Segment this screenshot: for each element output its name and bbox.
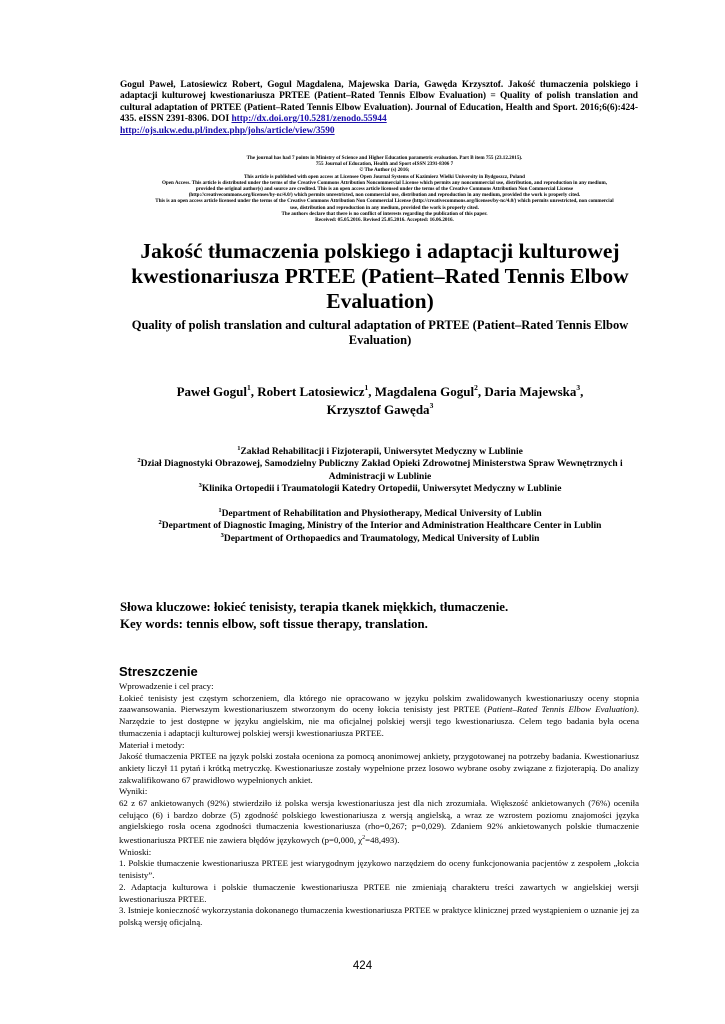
author-affil-sup: 1 <box>247 383 251 392</box>
author-name: Daria Majewska <box>484 384 577 399</box>
conclusion-item: 2. Adaptacja kulturowa i polskie tłumaczenie kwestionariusza PRTEE nie zmieniają charakteru treści zawartych w angielskiej wersji kwestionariusza PRTEE. <box>119 881 639 904</box>
author-affil-sup: 3 <box>576 383 581 392</box>
author-affil-sup: 1 <box>364 383 369 392</box>
note-line: © The Author (s) 2016; <box>359 167 410 174</box>
author-name: Krzysztof Gawęda <box>326 402 430 417</box>
affiliation-line: $^2$Dział Diagnostyki Obrazowej, Samodzielny Publiczny Zakład Opieki Zdrowotnej Ministerstwa Spraw Wewnętrznych i Administracji w Lublinie <box>137 457 623 482</box>
author-affil-sup: 3 <box>429 401 434 410</box>
note-line: provided the original author(s) and source are credited. This is an open access article licensed under the terms of the Creative Commons Attribution Non Commercial License <box>195 186 574 193</box>
title-polish: Jakość tłumaczenia polskiego i adaptacji kulturowej kwestionariusza PRTEE (Patient–Rated Tennis Elbow Evaluation) <box>131 239 629 313</box>
abstract-paragraph: Jakość tłumaczenia PRTEE na język polski została oceniona za pomocą anonimowej ankiety, przygotowanej na potrzeby badania. Kwestionariusz ankiety liczył 11 pytań i krótką metryczkę. Kwestionariusze zostały wypełnione przez losowo wybrane osoby związane z fizjoterapią. Do analizy zakwalifikowano 67 prawidłowo wypełnionych ankiet. <box>119 751 639 785</box>
author-list: Paweł Gogul$^1$, Robert Latosiewicz$^1$, Magdalena Gogul$^2$, Daria Majewska$^3$, Krzysztof Gawęda$^3$ <box>176 383 584 417</box>
note-line: This article is published with open access at Licensee Open Journal Systems of Kazimierz Wielki University in Bydgoszcz, Poland <box>244 173 525 180</box>
affiliation-line: $^3$Klinika Ortopedii i Traumatologii Katedry Ortopedii, Uniwersytet Medyczny w Lublinie <box>198 481 562 494</box>
affiliations-english <box>110 508 650 545</box>
citation-text: Gogul Paweł, Latosiewicz Robert, Gogul Magdalena, Majewska Daria, Gawęda Krzysztof. Jakość tłumaczenia polskiego i adaptacji kulturowej kwestionariusza PRTEE (Patient–Rated Tennis Elbow Evaluation) = Quality of polish translation and cultural adaptation of PRTEE (Patient–Rated Tennis Elbow Evaluation). Journal of Education, Health and Sport. 2016;6(6):424-435. eISSN 2391-8306. DOI <box>120 80 638 125</box>
note-line: 755 Journal of Education, Health and Sport eISSN 2391-8306 7 <box>315 161 454 168</box>
journal-notes <box>112 155 657 223</box>
author-name: Paweł Gogul <box>176 384 248 399</box>
affiliation-line: $^1$Department of Rehabilitation and Physiotherapy, Medical University of Lublin <box>218 507 542 519</box>
author-name: Robert Latosiewicz <box>257 384 365 399</box>
article-url-link[interactable]: http://ojs.ukw.edu.pl/index.php/johs/article/view/3590 <box>120 125 335 136</box>
section-label: Materiał i metody: <box>119 739 185 750</box>
affiliation-line: $^2$Department of Diagnostic Imaging, Ministry of the Interior and Administration Healthcare Center in Lublin <box>158 519 602 532</box>
citation-block <box>120 80 638 137</box>
keywords-block <box>120 599 640 632</box>
note-line: This is an open access article licensed under the terms of the Creative Commons Attribution Non Commercial License (http://creativecommons.org/licenses/by-nc/4.0/) which permits unrestricted, non commercial <box>155 198 614 205</box>
affiliation-line: $^1$Zakład Rehabilitacji i Fizjoterapii, Uniwersytet Medyczny w Lublinie <box>237 445 523 457</box>
note-line: (http://creativecommons.org/licenses/by-nc/4.0/) which permits unrestricted, non commercial use, distribution and reproduction in any medium, provided the work is properly cited. <box>188 192 581 199</box>
note-line: use, distribution and reproduction in any medium, provided the work is properly cited. <box>290 204 479 211</box>
affiliation-line: $^3$Department of Orthopaedics and Traumatology, Medical University of Lublin <box>220 531 540 544</box>
abstract-heading: Streszczenie <box>119 664 198 679</box>
affiliations-polish <box>110 446 650 495</box>
keywords-english: Key words: tennis elbow, soft tissue therapy, translation. <box>120 616 428 631</box>
abstract-body <box>119 681 639 929</box>
doi-link[interactable]: http://dx.doi.org/10.5281/zenodo.55944 <box>231 114 387 125</box>
abstract-paragraph: Łokieć tenisisty jest częstym schorzeniem, dla którego nie opracowano w języku polskim zwalidowanych kwestionariuszy oceny stopnia zaawansowania. Pierwszym kwestionariuszem stworzonym do oceny łokcia tenisisty jest PRTEE (Patient–Rated Tennis Elbow Evaluation). Narzędzie to jest dostępne w języku angielskim, nie ma oficjalnej polskiej wersji tego kwestionariusza. Celem tego badania była ocena tłumaczenia i adaptacji kulturowej polskiej wersji kwestionariusza PRTEE. <box>119 692 639 738</box>
conclusion-item: 3. Istnieje konieczność wykorzystania dokonanego tłumaczenia kwestionariusza PRTEE w praktyce klinicznej przed wystąpieniem o uznanie jej za polską wersję oficjalną. <box>119 905 639 927</box>
title-english: Quality of polish translation and cultural adaptation of PRTEE (Patient–Rated Tennis Elbow Evaluation) <box>131 318 629 347</box>
abstract-paragraph: 62 z 67 ankietowanych (92%) stwierdziło iż polska wersja kwestionariusza jest dla nich zrozumiała. Większość ankietowanych (76%) oceniła celująco (6) i bardzo dobrze (5) zgodność polskiego kwestionariusza z wersją angielską, a wraz ze wzrostem poziomu znajomości języka angielskiego rosła ocena zgodności tłumaczenia kwestionariusza (rho=0,267; p=0,029). Zdaniem 92% ankietowanych polskie tłumaczenie kwestionariusza PRTEE nie zawiera błędów językowych (p=0,000, $\chi^2=48,493$). <box>119 798 639 846</box>
note-line: Open Access. This article is distributed under the terms of the Creative Commons Attribution Noncommercial License which permits any noncommercial use, distribution, and reproduction in any medium, <box>161 179 608 186</box>
section-label: Wprowadzenie i cel pracy: <box>119 681 214 691</box>
note-line: The journal has had 7 points in Ministry of Science and Higher Education parametric evaluation. Part B item 755 (23.12.2015). <box>246 155 523 161</box>
author-name: Magdalena Gogul <box>374 384 475 399</box>
page-number: 424 <box>352 960 373 972</box>
conclusion-item: 1. Polskie tłumaczenie kwestionariusza PRTEE jest wiarygodnym językowo narzędziem do oceny funkcjonowania pacjentów z zespołem „łokcia tenisisty”. <box>119 858 639 881</box>
note-line: Received: 05.05.2016. Revised 25.05.2016. Accepted: 16.06.2016. <box>315 217 454 224</box>
note-line: The authors declare that there is no conflict of interests regarding the publication of this paper. <box>281 210 488 217</box>
keywords-polish: Słowa kluczowe: łokieć tenisisty, terapia tkanek miękkich, tłumaczenie. <box>120 600 509 614</box>
section-label: Wyniki: <box>119 786 148 797</box>
author-affil-sup: 2 <box>474 383 478 392</box>
section-label: Wnioski: <box>119 846 152 857</box>
